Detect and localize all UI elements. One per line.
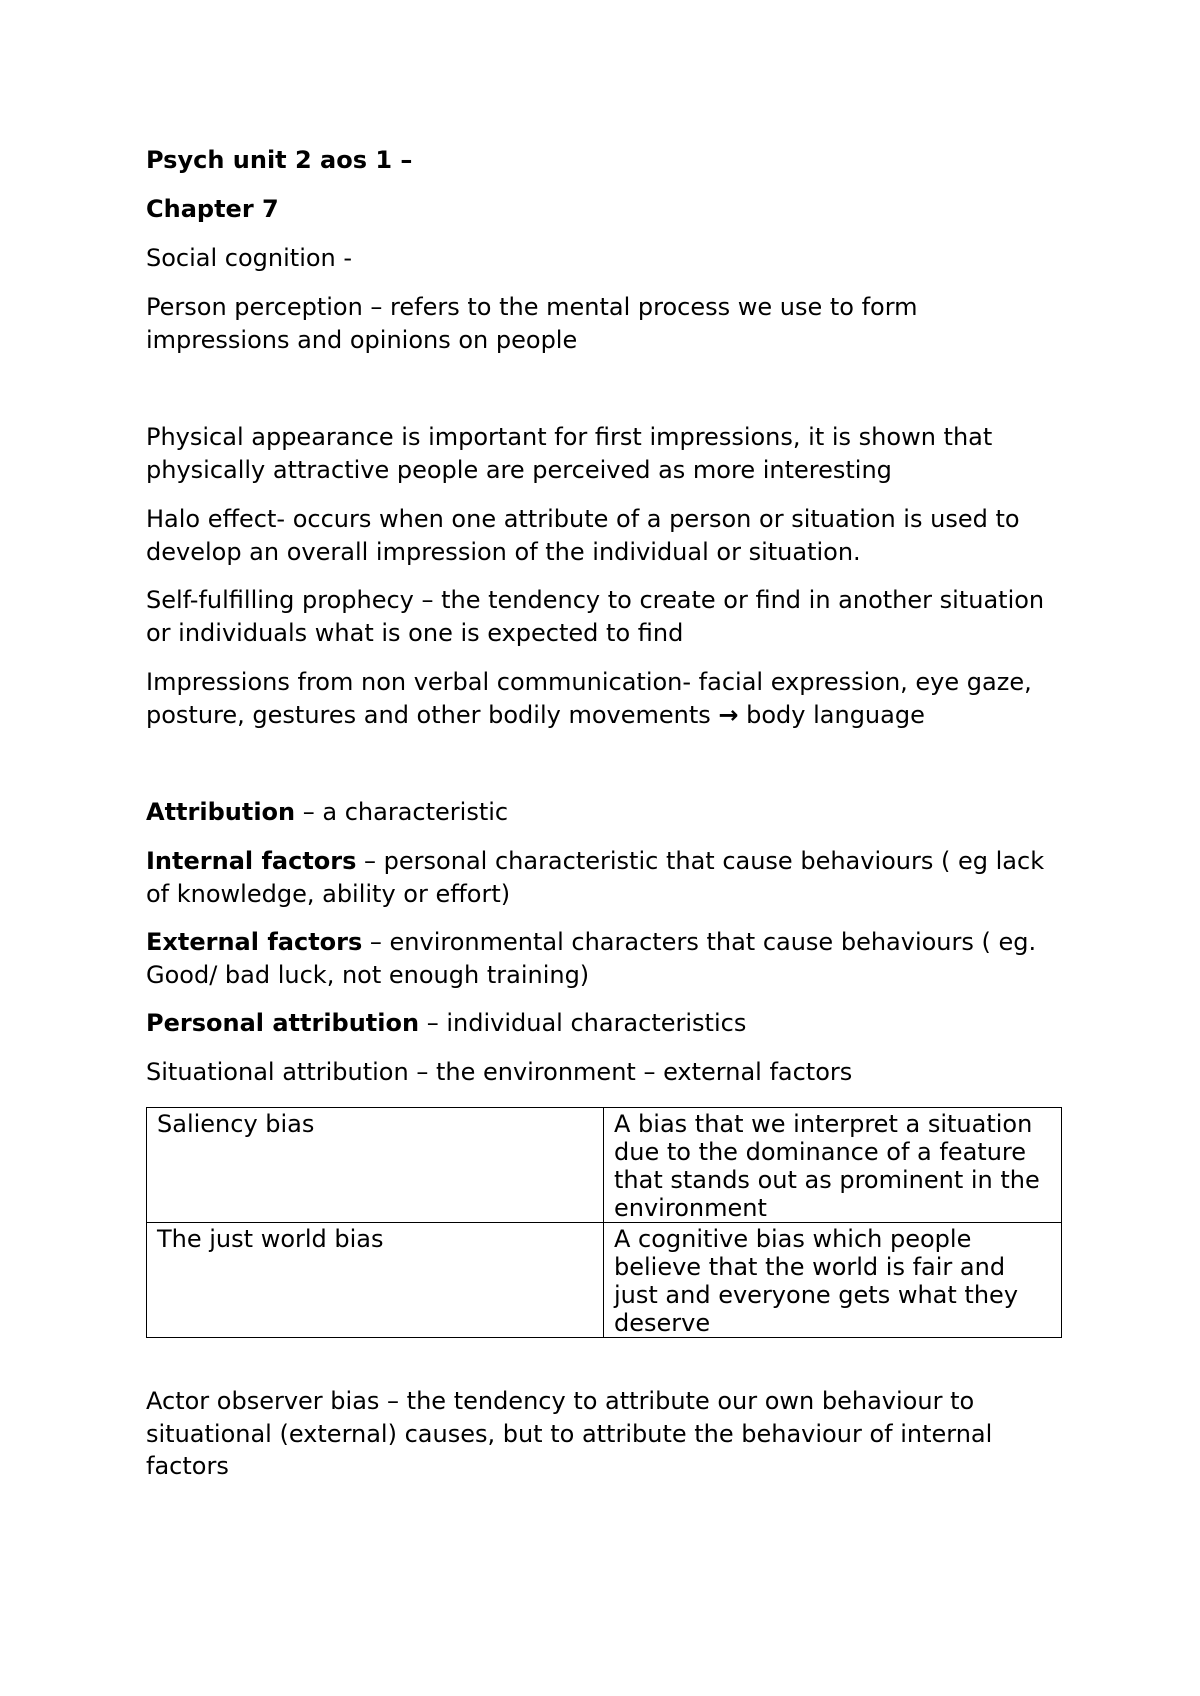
- personal-attribution-term: Personal attribution: [146, 1009, 420, 1037]
- halo-effect-paragraph: Halo effect- occurs when one attribute of a person or situation is used to develop an overall impression of the individual or situation.: [146, 505, 1028, 566]
- self-fulfilling-prophecy-paragraph: Self-fulfilling prophecy – the tendency to create or find in another situation or individuals what is one is expected to find: [146, 586, 1052, 647]
- bias-definition-cell: A bias that we interpret a situation due to the dominance of a feature that stands out as prominent in the environment: [604, 1108, 1062, 1223]
- personal-attribution-paragraph: [146, 1007, 1066, 1040]
- external-factors-paragraph: [146, 926, 1066, 991]
- personal-attribution-definition: – individual characteristics: [419, 1009, 747, 1037]
- internal-factors-definition: – personal characteristic that cause behaviours ( eg lack of knowledge, ability or effort): [146, 847, 1052, 908]
- attribution-definition: – a characteristic: [295, 798, 509, 826]
- external-factors-term: External factors: [146, 928, 363, 956]
- social-cognition-heading: Social cognition -: [146, 244, 353, 272]
- body-language-text: body language: [738, 700, 925, 729]
- internal-factors-term: Internal factors: [146, 847, 357, 875]
- chapter-heading: Chapter 7: [146, 195, 279, 223]
- attribution-term: Attribution: [146, 798, 296, 826]
- situational-attribution-paragraph: Situational attribution – the environment – external factors: [146, 1058, 853, 1086]
- bias-term-cell: Saliency bias: [147, 1108, 604, 1223]
- document-title: Psych unit 2 aos 1 –: [146, 146, 413, 174]
- table-row: [147, 1108, 1062, 1223]
- person-perception-paragraph: Person perception – refers to the mental process we use to form impressions and opinions on people: [146, 293, 926, 354]
- internal-factors-paragraph: [146, 845, 1066, 910]
- attribution-paragraph: [146, 796, 1066, 829]
- nonverbal-text: Impressions from non verbal communication- facial expression, eye gaze, posture, gestures and other bodily movements: [146, 668, 1040, 729]
- nonverbal-communication-paragraph: [146, 666, 1066, 731]
- arrow-icon: →: [718, 700, 739, 729]
- physical-appearance-paragraph: Physical appearance is important for first impressions, it is shown that physically attractive people are perceived as more interesting: [146, 423, 1000, 484]
- table-row: [147, 1223, 1062, 1338]
- external-factors-definition: – environmental characters that cause behaviours ( eg. Good/ bad luck, not enough training): [146, 928, 1044, 989]
- actor-observer-bias-paragraph: Actor observer bias – the tendency to attribute our own behaviour to situational (external) causes, but to attribute the behaviour of internal factors: [146, 1387, 1000, 1480]
- bias-table: [146, 1107, 1062, 1338]
- bias-term-cell: The just world bias: [147, 1223, 604, 1338]
- bias-definition-cell: A cognitive bias which people believe that the world is fair and just and everyone gets what they deserve: [604, 1223, 1062, 1338]
